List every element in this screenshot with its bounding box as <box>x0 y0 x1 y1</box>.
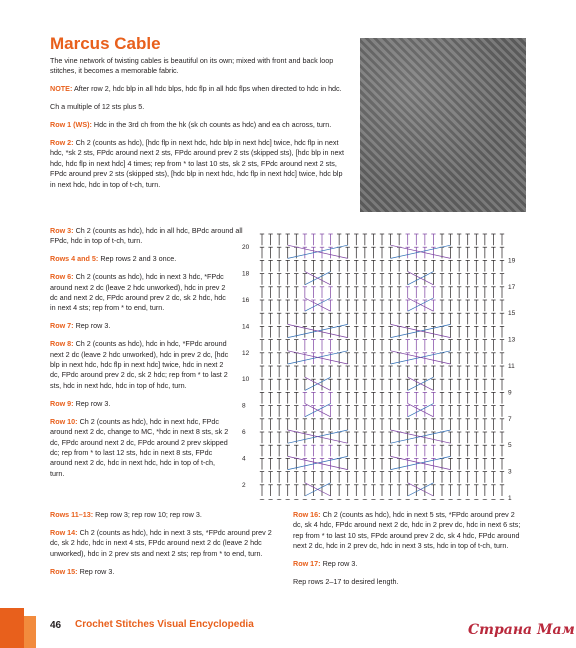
row-7: Row 7: Rep row 3. <box>50 321 111 331</box>
intro-block <box>50 56 350 198</box>
chart-row-label-left: 14 <box>242 323 250 331</box>
row-8: Row 8: Ch 2 (counts as hdc), hdc in hdc, *FPdc around next 2 dc (leave 2 hdc unworked), hdc in prev 2 dc, [hdc blp in next hdc, hdc flp in next hdc] twice, hdc in next 2 dc, FPdc around prev 2 dc, sk 2 hdc; rep from * to last 2 sts, hdc in next hdc, hdc in top of hdc, turn. <box>50 339 229 390</box>
row-17: Row 17: Rep row 3. <box>293 559 358 569</box>
chart-grid <box>259 234 504 500</box>
footer-accent-bar <box>0 608 24 648</box>
repeat-instruction: Rep rows 2–17 to desired length. <box>293 577 399 587</box>
chart-row-label-left: 4 <box>242 455 246 463</box>
row-15: Row 15: Rep row 3. <box>50 566 115 576</box>
row-1: Row 1 (WS): Hdc in the 3rd ch from the hk (sk ch counts as hdc) and ea ch across, turn. <box>50 120 332 130</box>
chart-row-label-left: 8 <box>242 402 246 410</box>
chart-left-row-labels <box>242 244 250 489</box>
row-3: Row 3: Ch 2 (counts as hdc), hdc in all hdc, BPdc around all FPdc, hdc in top of t-ch, turn. <box>50 226 243 246</box>
chart-row-label-right: 19 <box>508 257 516 265</box>
row-9: Row 9: Rep row 3. <box>50 398 111 408</box>
note-label: NOTE: <box>50 84 73 94</box>
row-16: Row 16: Ch 2 (counts as hdc), hdc in next 5 sts, *FPdc around prev 2 dc, sk 4 hdc, FPdc around next 2 dc, hdc in 2 prev dc, hdc in next 6 sts; rep from * to last 10 sts, FPdc around prev 2 dc, sk 4 hdc, FPdc around next 2 dc, hdc in 2 prev dc, hdc in next 3 sts, hdc in top of t-ch, turn. <box>293 510 521 551</box>
chart-row-label-left: 2 <box>242 481 246 489</box>
note-paragraph <box>50 84 350 94</box>
chart-row-label-right: 15 <box>508 310 516 318</box>
note-text: After row 2, hdc blp in all hdc blps, hdc flp in all hdc flps when directed to hdc in hdc. <box>73 84 342 94</box>
rows-11-13: Rows 11–13: Rep row 3; rep row 10; rep row 3. <box>50 510 202 519</box>
footer-accent-bar-light <box>24 616 36 648</box>
right-instructions <box>293 510 525 595</box>
row-10: Row 10: Ch 2 (counts as hdc), hdc in next hdc, FPdc around next 2 dc, change to MC, *hdc in next 8 sts, sk 2 dc, FPdc around next 2 dc, FPdc around 2 prev skipped dc; rep from * to last 12 sts, hdc in next 8 sts, FPdc around next 2 dc, hdc in next hdc, hdc in top of t-ch, turn. <box>50 416 229 478</box>
chart-row-label-right: 5 <box>508 442 512 450</box>
chart-row-label-left: 20 <box>242 244 250 252</box>
intro-text: The vine network of twisting cables is beautiful on its own; mixed with front and back loop stitches, it becomes a memorable fabric. <box>50 56 334 76</box>
chart-row-label-right: 11 <box>508 363 515 370</box>
chart-row-label-left: 16 <box>242 297 250 304</box>
left-instructions <box>50 226 250 487</box>
chart-row-label-right: 1 <box>508 495 512 500</box>
swatch-photo <box>360 38 526 212</box>
chart-row-label-left: 18 <box>242 270 250 278</box>
stitch-chart <box>240 226 525 500</box>
chart-right-row-labels <box>508 257 516 500</box>
chart-row-label-left: 10 <box>242 376 250 384</box>
watermark-logo: Страна Мам <box>468 622 575 638</box>
chart-row-label-right: 3 <box>508 468 512 476</box>
chart-row-label-right: 13 <box>508 336 516 344</box>
chart-row-label-left: 6 <box>242 429 246 436</box>
book-title: Crochet Stitches Visual Encyclopedia <box>75 619 254 630</box>
page-number: 46 <box>50 620 62 631</box>
multiple-text: Ch a multiple of 12 sts plus 5. <box>50 102 145 112</box>
row-2: Row 2: Ch 2 (counts as hdc), [hdc flp in next hdc, hdc blp in next hdc] twice, hdc flp in next hdc, *sk 2 sts, FPdc around next 2 sts, FPdc around prev 2 sts (skipped sts), [hdc blp in next hdc, hdc flp in next hdc] 4 times; rep from * to last 10 sts, sk 2 sts, FPdc around next 2 sts, FPdc around prev 2 sts (skipped sts), [hdc blp in next hdc, hdc flp in next hdc] twice, hdc blp in next hdc, hdc in top of t-ch, turn. <box>50 138 345 189</box>
row-14: Row 14: Ch 2 (counts as hdc), hdc in next 3 sts, *FPdc around prev 2 dc, sk 2 hdc, hdc in next 4 sts, FPdc around next 2 dc (leave 2 hdc unworked), hdc in 2 prev sts and next 2 sts; rep from * to end, turn. <box>50 527 272 558</box>
rows-4-5: Rows 4 and 5: Rep rows 2 and 3 once. <box>50 254 177 264</box>
bottom-left-instructions <box>50 510 280 585</box>
chart-row-label-left: 12 <box>242 349 250 357</box>
chart-row-label-right: 9 <box>508 389 512 397</box>
chart-row-label-right: 7 <box>508 415 512 423</box>
row-6: Row 6: Ch 2 (counts as hdc), hdc in next 3 hdc, *FPdc around next 2 dc (leave 2 hdc unworked), hdc in prev 2 dc and next 2 dc, FPdc around prev 2 dc, sk 2 hdc, hdc in next 4 sts; rep from * to end, turn. <box>50 272 226 313</box>
pattern-title: Marcus Cable <box>50 34 161 53</box>
chart-row-label-right: 17 <box>508 283 516 291</box>
